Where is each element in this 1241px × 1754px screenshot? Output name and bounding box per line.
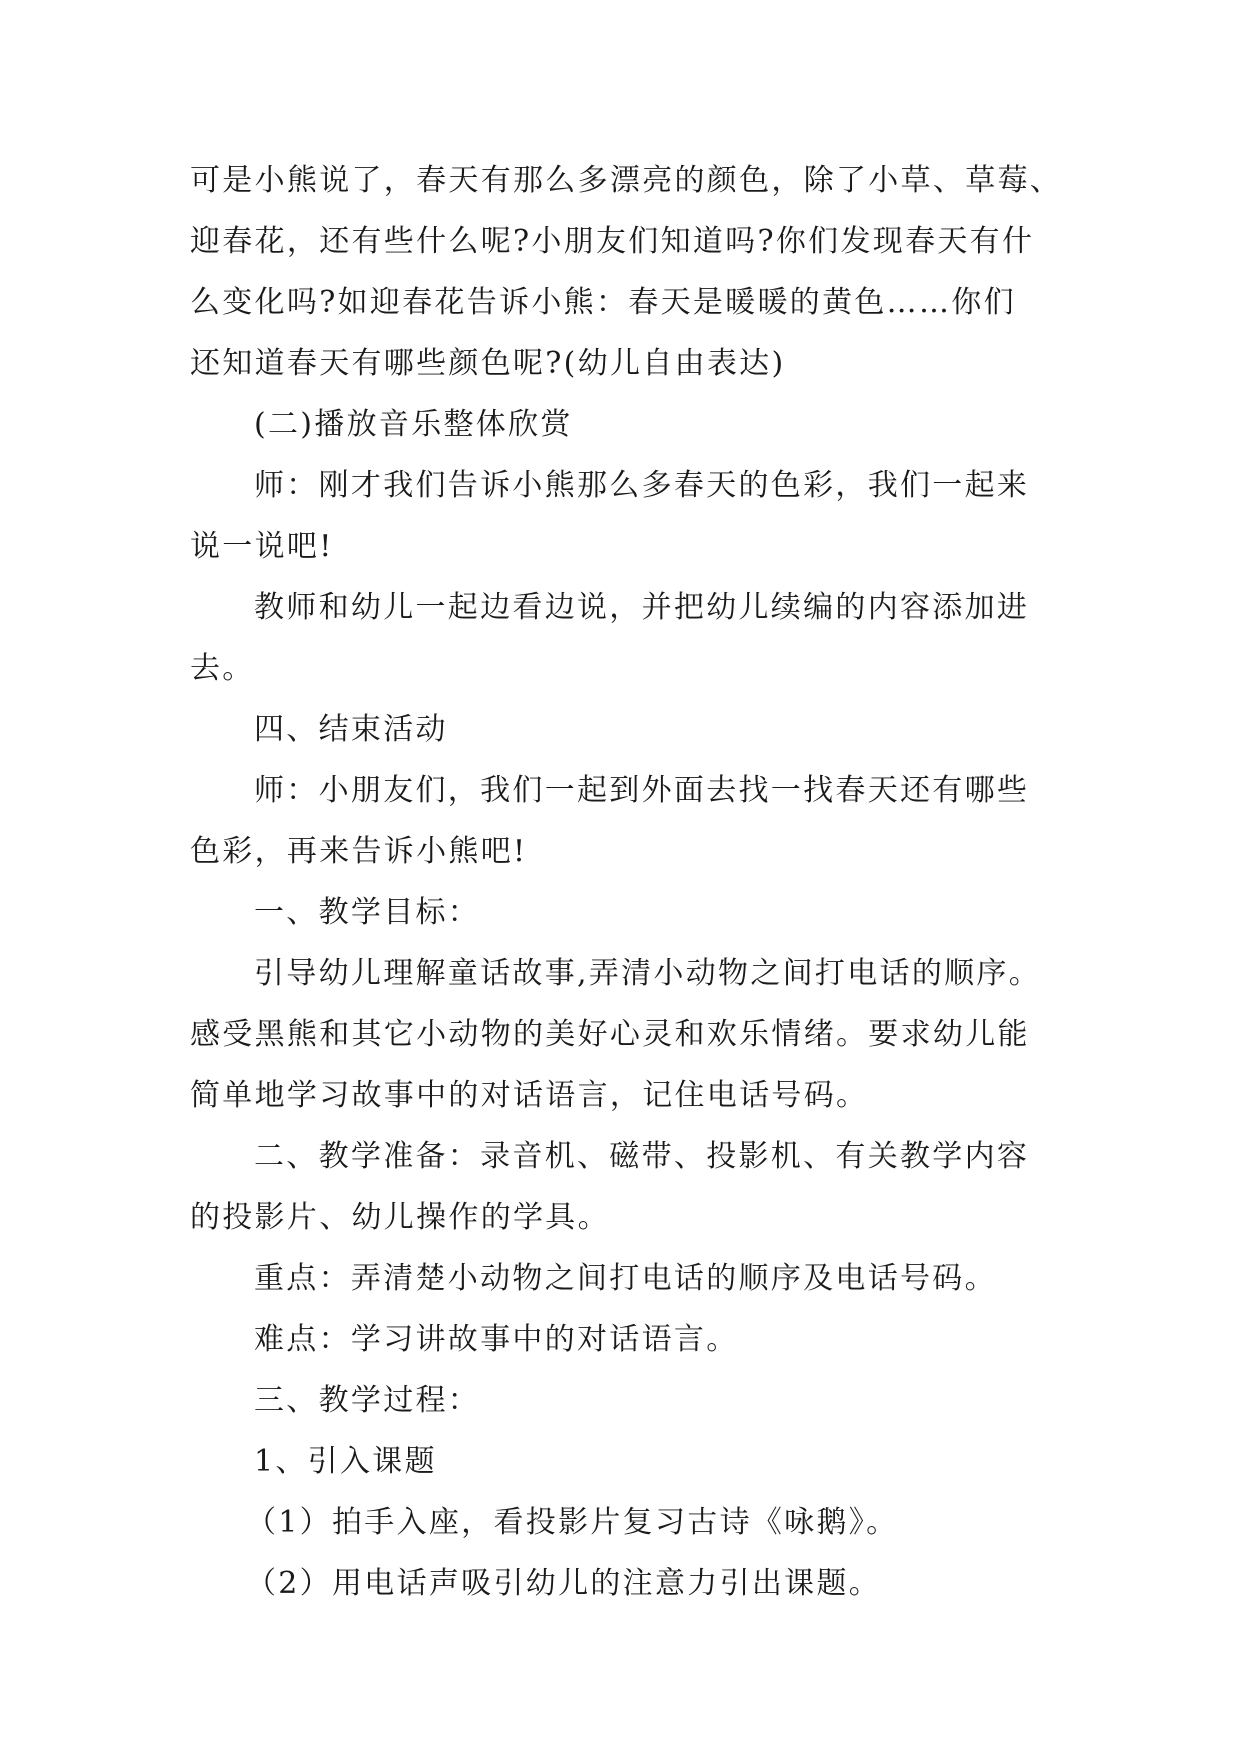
section-heading: 一、教学目标： <box>254 895 481 930</box>
section-heading: (二)播放音乐整体欣赏 <box>254 407 573 442</box>
paragraph-line: 简单地学习故事中的对话语言，记住电话号码。 <box>190 1078 869 1113</box>
paragraph-line: 迎春花，还有些什么呢?小朋友们知道吗?你们发现春天有什 <box>190 224 1035 259</box>
paragraph-line: 教师和幼儿一起边看边说，并把幼儿续编的内容添加进 <box>254 590 1030 625</box>
paragraph-line: 还知道春天有哪些颜色呢?(幼儿自由表达) <box>190 346 786 381</box>
paragraph-line: 师：小朋友们，我们一起到外面去找一找春天还有哪些 <box>254 773 1030 808</box>
paragraph-line: 重点：弄清楚小动物之间打电话的顺序及电话号码。 <box>254 1261 997 1296</box>
paragraph-line: 师：刚才我们告诉小熊那么多春天的色彩，我们一起来 <box>254 468 1030 503</box>
paragraph-line: 说一说吧! <box>190 529 334 564</box>
list-item: （1）拍手入座，看投影片复习古诗《咏鹅》。 <box>246 1505 899 1540</box>
paragraph-line: 引导幼儿理解童话故事,弄清小动物之间打电话的顺序。 <box>254 956 1042 991</box>
section-heading: 四、结束活动 <box>254 712 448 747</box>
subsection-heading: 1、引入课题 <box>254 1444 437 1479</box>
paragraph-line: 难点：学习讲故事中的对话语言。 <box>254 1322 739 1357</box>
document-body <box>190 150 1063 1614</box>
paragraph-line: 色彩，再来告诉小熊吧! <box>190 834 528 869</box>
list-item: （2）用电话声吸引幼儿的注意力引出课题。 <box>246 1566 882 1601</box>
paragraph-line: 的投影片、幼儿操作的学具。 <box>190 1200 610 1235</box>
section-heading: 三、教学过程： <box>254 1383 481 1418</box>
paragraph-line: 感受黑熊和其它小动物的美好心灵和欢乐情绪。要求幼儿能 <box>190 1017 1030 1052</box>
paragraph-line: 么变化吗?如迎春花告诉小熊：春天是暖暖的黄色……你们 <box>190 285 1016 320</box>
paragraph-line: 可是小熊说了，春天有那么多漂亮的颜色，除了小草、草莓、 <box>190 163 1063 198</box>
section-heading: 二、教学准备：录音机、磁带、投影机、有关教学内容 <box>254 1139 1030 1174</box>
paragraph-line: 去。 <box>190 651 255 686</box>
